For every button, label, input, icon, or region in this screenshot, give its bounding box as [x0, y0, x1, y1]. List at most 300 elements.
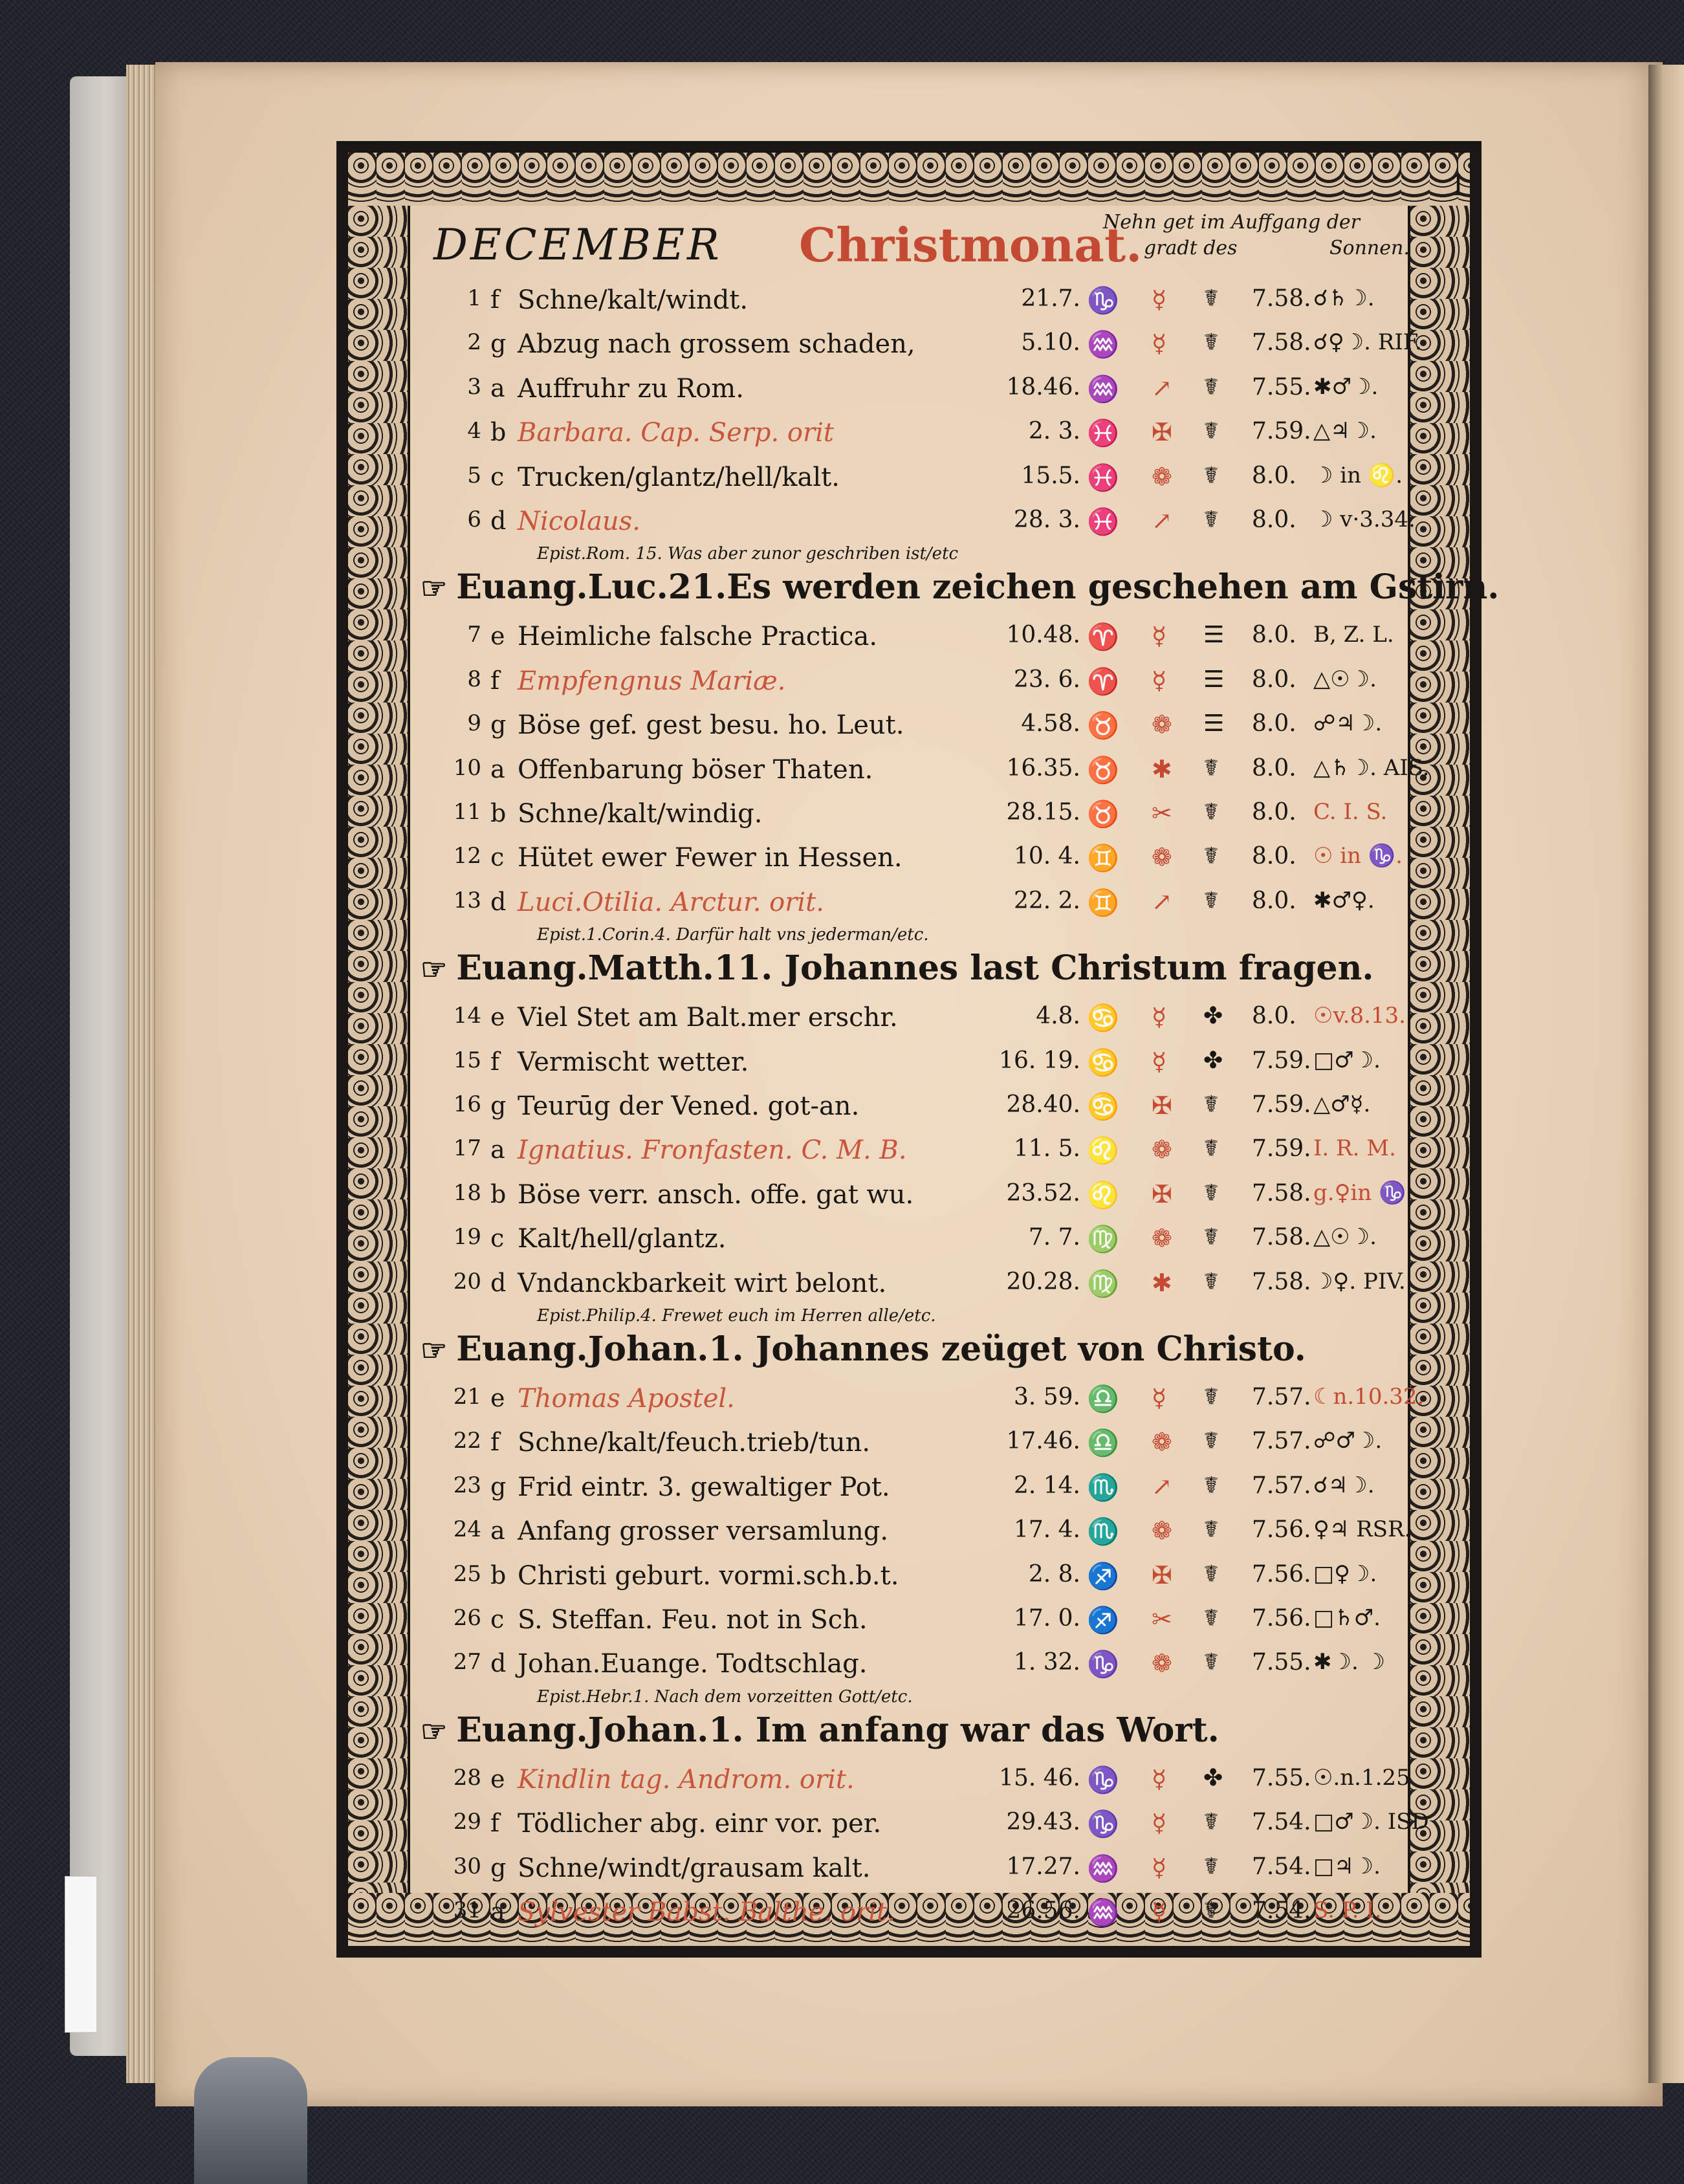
moon-time: 16. 19. — [999, 1047, 1080, 1074]
lunar-symbol-icon: ❁ — [1152, 1649, 1172, 1678]
dominical-letter: c — [490, 1605, 505, 1633]
pointing-hand-icon: ☞ — [421, 1713, 448, 1749]
sunrise-time: 7.56. — [1252, 1516, 1311, 1544]
zodiac-figure-icon: ☤ — [1203, 1853, 1218, 1880]
sunrise-time: 7.57. — [1252, 1384, 1311, 1410]
planetary-aspect: ☍♂☽. — [1313, 1428, 1383, 1454]
dominical-letter: d — [490, 887, 507, 916]
zodiac-figure-icon: ✤ — [1203, 1003, 1222, 1030]
moon-time: 20.28. — [1006, 1268, 1080, 1295]
sunrise-time: 8.0. — [1252, 622, 1296, 649]
epistle-line: Epist.Rom. 15. Was aber zunor geschriben ist/etc — [537, 544, 959, 564]
moon-time: 2. 8. — [1028, 1560, 1080, 1588]
lunar-symbol-icon: ✠ — [1152, 1179, 1172, 1208]
gospel-heading — [421, 1710, 1404, 1750]
calendar-day-row — [421, 1423, 1417, 1465]
zodiac-figure-icon: ✤ — [1203, 1764, 1222, 1791]
day-number: 4 — [467, 418, 481, 444]
dominical-letter: e — [490, 1003, 505, 1032]
lunar-symbol-icon: ☿ — [1152, 1384, 1167, 1412]
moon-time: 16.35. — [1006, 754, 1080, 781]
day-text: Schne/kalt/feuch.trieb/tun. — [518, 1428, 871, 1458]
calendar-day-row — [421, 1644, 1417, 1687]
planetary-aspect: △♄☽. AIS. — [1313, 754, 1430, 781]
moon-time: 4.58. — [1021, 710, 1080, 737]
sunrise-time: 8.0. — [1252, 799, 1296, 825]
sunrise-time: 7.58. — [1252, 1268, 1311, 1295]
month-heading — [421, 206, 1410, 277]
planetary-aspect: ☽ in ♌. — [1313, 462, 1403, 488]
zodiac-sign-icon: ♎ — [1087, 1428, 1119, 1459]
dominical-letter: d — [490, 507, 507, 535]
calendar-day-row — [421, 998, 1417, 1040]
moon-time: 2. 3. — [1028, 418, 1080, 445]
calendar-day-row — [421, 794, 1417, 836]
calendar-day-row — [421, 1511, 1417, 1554]
day-number: 20 — [453, 1268, 481, 1294]
sunrise-time: 8.0. — [1252, 887, 1296, 914]
day-number: 3 — [467, 373, 481, 400]
day-number: 17 — [453, 1135, 481, 1162]
day-text: Ignatius. Fronfasten. C. M. B. — [518, 1135, 907, 1166]
calendar-day-row — [421, 280, 1417, 323]
planetary-aspect: ☽ v·3.34. — [1313, 507, 1416, 532]
day-number: 13 — [453, 887, 481, 913]
dominical-letter: e — [490, 622, 505, 651]
planetary-aspect: ✱♂♀. — [1313, 887, 1375, 913]
zodiac-figure-icon: ☤ — [1203, 373, 1218, 400]
planetary-aspect: ☉ in ♑. — [1313, 843, 1403, 869]
ornament-left — [348, 206, 408, 1893]
lunar-symbol-icon: ✠ — [1152, 1091, 1172, 1120]
zodiac-sign-icon: ♑ — [1087, 1809, 1119, 1840]
zodiac-sign-icon: ♓ — [1087, 463, 1119, 493]
zodiac-sign-icon: ♒ — [1087, 1853, 1119, 1884]
zodiac-figure-icon: ☤ — [1203, 1472, 1218, 1499]
page-clip — [194, 2057, 307, 2184]
day-text: Schne/windt/grausam kalt. — [518, 1853, 871, 1883]
dominical-letter: f — [490, 1428, 500, 1457]
zodiac-figure-icon: ☤ — [1203, 1384, 1218, 1410]
planetary-aspect: △☉☽. — [1313, 666, 1377, 692]
planetary-aspect: □♀☽. — [1313, 1560, 1377, 1587]
day-text: Johan.Euange. Todtschlag. — [518, 1649, 868, 1679]
sunrise-time: 7.54. — [1252, 1897, 1311, 1924]
calendar-day-row — [421, 369, 1417, 411]
day-number: 27 — [453, 1649, 481, 1676]
dominical-letter: g — [490, 1472, 507, 1501]
planetary-aspect: △♃☽. — [1313, 418, 1377, 444]
moon-time: 26.56. — [1006, 1897, 1080, 1924]
zodiac-figure-icon: ☤ — [1203, 285, 1218, 312]
lunar-symbol-icon: ❁ — [1152, 1224, 1172, 1253]
zodiac-sign-icon: ♍ — [1087, 1225, 1119, 1255]
planetary-aspect: ☉.n.1.25 — [1313, 1764, 1410, 1791]
pointing-hand-icon: ☞ — [421, 1333, 448, 1368]
sunrise-time: 7.55. — [1252, 1649, 1311, 1676]
zodiac-figure-icon: ☤ — [1203, 1135, 1218, 1163]
calendar-day-row — [421, 1086, 1417, 1129]
planetary-aspect: ☽♀. PIV. — [1313, 1268, 1406, 1294]
gospel-heading — [421, 567, 1500, 607]
lunar-symbol-icon: ☿ — [1152, 1809, 1167, 1838]
lunar-symbol-icon: ❁ — [1152, 1516, 1172, 1545]
pointing-hand-icon: ☞ — [421, 952, 448, 987]
day-number: 24 — [453, 1516, 481, 1543]
zodiac-figure-icon: ✤ — [1203, 1047, 1222, 1074]
day-number: 18 — [453, 1179, 481, 1206]
lunar-symbol-icon: ✂ — [1152, 799, 1172, 827]
moon-time: 10.48. — [1006, 622, 1080, 649]
zodiac-sign-icon: ♏ — [1087, 1517, 1119, 1547]
zodiac-figure-icon: ☰ — [1203, 666, 1223, 693]
calendar-day-row — [421, 1892, 1417, 1935]
lunar-symbol-icon: ☿ — [1152, 1003, 1167, 1032]
day-text: Böse gef. gest besu. ho. Leut. — [518, 710, 904, 741]
dominical-letter: d — [490, 1649, 507, 1678]
day-number: 15 — [453, 1047, 481, 1073]
month-german: Christmonat. — [799, 217, 1143, 272]
month-latin: DECEMBER — [433, 220, 722, 270]
calendar-day-row — [421, 1848, 1417, 1891]
sunrise-time: 7.56. — [1252, 1560, 1311, 1588]
zodiac-sign-icon: ♐ — [1087, 1561, 1119, 1591]
lunar-symbol-icon: ✂ — [1152, 1605, 1172, 1633]
dominical-letter: c — [490, 462, 505, 491]
lunar-symbol-icon: ☿ — [1152, 1853, 1167, 1882]
column-note-line1: Nehn get im Auffgang der — [1103, 211, 1361, 234]
calendar-day-row — [421, 1600, 1417, 1643]
calendar-day-row — [421, 750, 1430, 792]
day-number: 10 — [453, 754, 481, 781]
day-number: 26 — [453, 1605, 481, 1631]
lunar-symbol-icon: ❁ — [1152, 1135, 1172, 1164]
day-number: 25 — [453, 1560, 481, 1587]
day-text: Böse verr. ansch. offe. gat wu. — [518, 1179, 914, 1210]
planetary-aspect: □♄♂. — [1313, 1605, 1381, 1631]
moon-time: 17. 0. — [1013, 1605, 1080, 1632]
lunar-symbol-icon: ✠ — [1152, 418, 1172, 447]
moon-time: 22. 2. — [1013, 887, 1080, 914]
day-number: 29 — [453, 1809, 481, 1835]
moon-time: 7. 7. — [1028, 1224, 1080, 1251]
planetary-aspect: △♂☿. — [1313, 1091, 1371, 1117]
day-number: 19 — [453, 1224, 481, 1250]
calendar-day-row — [421, 1042, 1417, 1085]
planetary-aspect: □♃☽. — [1313, 1853, 1381, 1879]
zodiac-figure-icon: ☤ — [1203, 799, 1218, 825]
gospel-text: Euang.Johan.1. Im anfang war das Wort. — [456, 1710, 1219, 1750]
lunar-symbol-icon: ↗ — [1152, 887, 1172, 916]
planetary-aspect: ☉v.8.13. — [1313, 1003, 1406, 1029]
sunrise-time: 7.57. — [1252, 1472, 1311, 1499]
calendar-day-row — [421, 661, 1417, 704]
moon-time: 4.8. — [1036, 1003, 1080, 1030]
zodiac-figure-icon: ☤ — [1203, 1605, 1218, 1632]
day-text: Tödlicher abg. einr vor. per. — [518, 1809, 882, 1839]
calendar-day-row — [421, 1130, 1417, 1173]
lunar-symbol-icon: ☿ — [1152, 622, 1167, 651]
day-text: Frid eintr. 3. gewaltiger Pot. — [518, 1472, 890, 1502]
sunrise-time: 7.58. — [1252, 285, 1311, 312]
zodiac-sign-icon: ♋ — [1087, 1047, 1119, 1078]
planetary-aspect: ✱☽. ☽ — [1313, 1649, 1386, 1676]
calendar-day-row — [421, 1804, 1429, 1846]
dominical-letter: b — [490, 1179, 507, 1208]
column-note-gradt: gradt des — [1144, 237, 1238, 259]
zodiac-figure-icon: ☰ — [1203, 622, 1223, 649]
zodiac-figure-icon: ☤ — [1203, 1516, 1218, 1544]
epistle-line: Epist.Hebr.1. Nach dem vorzeitten Gott/etc. — [537, 1687, 913, 1707]
zodiac-figure-icon: ☤ — [1203, 507, 1218, 533]
moon-time: 11. 5. — [1013, 1135, 1080, 1163]
zodiac-sign-icon: ♊ — [1087, 844, 1119, 874]
epistle-line: Epist.Philip.4. Frewet euch im Herren alle/etc. — [537, 1306, 936, 1326]
zodiac-sign-icon: ♉ — [1087, 755, 1119, 785]
day-number: 8 — [467, 666, 481, 692]
sunrise-time: 7.58. — [1252, 1224, 1311, 1251]
zodiac-sign-icon: ♑ — [1087, 1650, 1119, 1680]
dominical-letter: b — [490, 1560, 507, 1589]
moon-time: 5.10. — [1021, 329, 1080, 356]
planetary-aspect: □♂☽. — [1313, 1047, 1381, 1073]
calendar-day-row — [421, 1263, 1417, 1306]
sunrise-time: 7.59. — [1252, 1135, 1311, 1163]
zodiac-sign-icon: ♎ — [1087, 1384, 1119, 1414]
zodiac-figure-icon: ☤ — [1203, 329, 1218, 356]
moon-time: 29.43. — [1006, 1809, 1080, 1836]
planetary-aspect: ☌♃☽. — [1313, 1472, 1375, 1498]
zodiac-figure-icon: ☤ — [1203, 1224, 1218, 1251]
day-text: Nicolaus. — [518, 507, 640, 536]
zodiac-figure-icon: ☤ — [1203, 843, 1218, 870]
dominical-letter: a — [490, 1897, 505, 1926]
day-text: Empfengnus Mariæ. — [518, 666, 786, 696]
planetary-aspect: ☾n.10.32. — [1313, 1384, 1425, 1410]
calendar-day-row — [421, 413, 1417, 455]
calendar-day-row — [421, 617, 1417, 659]
dominical-letter: c — [490, 843, 505, 872]
calendar-day-row — [421, 1175, 1417, 1218]
planetary-aspect: ✱♂☽. — [1313, 373, 1379, 400]
lunar-symbol-icon: ✱ — [1152, 1268, 1172, 1297]
sunrise-time: 8.0. — [1252, 1003, 1296, 1030]
day-number: 14 — [453, 1003, 481, 1029]
dominical-letter: g — [490, 710, 507, 739]
sunrise-time: 7.57. — [1252, 1428, 1311, 1455]
dominical-letter: e — [490, 1764, 505, 1793]
day-number: 12 — [453, 843, 481, 869]
day-text: Teurūg der Vened. got-an. — [518, 1091, 860, 1121]
lunar-symbol-icon: ✱ — [1152, 754, 1172, 783]
calendar-day-row — [421, 501, 1417, 544]
day-text: Heimliche falsche Practica. — [518, 622, 878, 652]
dominical-letter: d — [490, 1268, 507, 1297]
book-gutter — [1648, 65, 1684, 2083]
dominical-letter: a — [490, 1135, 505, 1164]
zodiac-sign-icon: ♓ — [1087, 507, 1119, 537]
gospel-text: Euang.Johan.1. Johannes zeüget von Christo. — [456, 1329, 1306, 1369]
day-number: 21 — [453, 1384, 481, 1410]
column-note-sonnen: Sonnen. — [1329, 237, 1410, 259]
lunar-symbol-icon: ❁ — [1152, 462, 1172, 491]
sunrise-time: 7.58. — [1252, 1179, 1311, 1207]
moon-time: 1. 32. — [1013, 1649, 1080, 1676]
zodiac-sign-icon: ♏ — [1087, 1472, 1119, 1503]
moon-time: 28.40. — [1006, 1091, 1080, 1118]
inner-rule-left — [408, 206, 410, 1893]
zodiac-figure-icon: ☤ — [1203, 1560, 1218, 1588]
dominical-letter: e — [490, 1384, 505, 1412]
lunar-symbol-icon: ↗ — [1152, 1472, 1172, 1501]
day-text: Kindlin tag. Androm. orit. — [518, 1764, 855, 1795]
calendar-day-row — [421, 1556, 1417, 1599]
lunar-symbol-icon: ☿ — [1152, 666, 1167, 695]
dominical-letter: a — [490, 1516, 505, 1545]
moon-time: 28. 3. — [1013, 507, 1080, 533]
ornament-top — [348, 153, 1470, 206]
scale-tab — [65, 1876, 97, 2033]
lunar-symbol-icon: ❁ — [1152, 710, 1172, 739]
day-number: 1 — [467, 285, 481, 311]
day-number: 31 — [453, 1897, 481, 1923]
sunrise-time: 8.0. — [1252, 710, 1296, 737]
sunrise-time: 8.0. — [1252, 462, 1296, 489]
dominical-letter: g — [490, 1853, 507, 1882]
zodiac-sign-icon: ♍ — [1087, 1269, 1119, 1299]
day-text: Vndanckbarkeit wirt belont. — [518, 1268, 887, 1298]
zodiac-sign-icon: ♒ — [1087, 330, 1119, 360]
planetary-aspect: □♂☽. ISD — [1313, 1809, 1429, 1835]
zodiac-sign-icon: ♉ — [1087, 711, 1119, 741]
dominical-letter: a — [490, 373, 505, 402]
planetary-aspect: ☌♄☽. — [1313, 285, 1375, 311]
zodiac-sign-icon: ♌ — [1087, 1180, 1119, 1210]
planetary-aspect: ☌♀☽. RIF. — [1313, 329, 1422, 356]
calendar-day-row — [421, 838, 1417, 880]
lunar-symbol-icon: ✠ — [1152, 1560, 1172, 1589]
dominical-letter: f — [490, 666, 500, 695]
dominical-letter: b — [490, 418, 507, 447]
planetary-aspect: B, Z. L. — [1313, 622, 1394, 648]
ornament-right — [1410, 206, 1470, 1893]
moon-time: 15.5. — [1021, 462, 1080, 489]
zodiac-sign-icon: ♒ — [1087, 1898, 1119, 1928]
day-text: Christi geburt. vormi.sch.b.t. — [518, 1560, 899, 1591]
day-text: Trucken/glantz/hell/kalt. — [518, 462, 840, 492]
dominical-letter: f — [490, 1047, 500, 1076]
lunar-symbol-icon: ☿ — [1152, 1897, 1167, 1926]
planetary-aspect: △☉☽. — [1313, 1224, 1377, 1250]
folio-number: 1 — [1449, 169, 1467, 202]
moon-time: 10. 4. — [1013, 843, 1080, 870]
dominical-letter: g — [490, 329, 507, 358]
day-text: Thomas Apostel. — [518, 1384, 735, 1414]
dominical-letter: f — [490, 1809, 500, 1838]
day-number: 30 — [453, 1853, 481, 1879]
sunrise-time: 7.58. — [1252, 329, 1311, 356]
lunar-symbol-icon: ☿ — [1152, 1047, 1167, 1076]
day-text: Abzug nach grossem schaden, — [518, 329, 915, 360]
calendar-day-row — [421, 457, 1417, 500]
lunar-symbol-icon: ☿ — [1152, 1764, 1167, 1793]
planetary-aspect: C. I. S. — [1313, 799, 1388, 825]
zodiac-figure-icon: ☤ — [1203, 1897, 1218, 1924]
moon-time: 17. 4. — [1013, 1516, 1080, 1544]
calendar-day-row — [421, 324, 1422, 367]
calendar-day-row — [421, 1467, 1417, 1510]
day-text: Vermischt wetter. — [518, 1047, 749, 1077]
day-text: Viel Stet am Balt.mer erschr. — [518, 1003, 898, 1033]
sunrise-time: 7.54. — [1252, 1853, 1311, 1880]
moon-time: 2. 14. — [1013, 1472, 1080, 1499]
zodiac-sign-icon: ♉ — [1087, 800, 1119, 829]
moon-time: 17.46. — [1006, 1428, 1080, 1455]
sunrise-time: 7.59. — [1252, 1091, 1311, 1118]
moon-time: 28.15. — [1006, 799, 1080, 825]
zodiac-sign-icon: ♑ — [1087, 1765, 1119, 1795]
sunrise-time: 7.56. — [1252, 1605, 1311, 1632]
calendar-day-row — [421, 705, 1417, 748]
moon-time: 21.7. — [1021, 285, 1080, 312]
sunrise-time: 8.0. — [1252, 754, 1296, 781]
zodiac-sign-icon: ♑ — [1087, 286, 1119, 316]
sunrise-time: 8.0. — [1252, 507, 1296, 533]
planetary-aspect: I. R. M. — [1313, 1135, 1396, 1162]
dominical-letter: a — [490, 754, 505, 783]
zodiac-sign-icon: ♋ — [1087, 1092, 1119, 1122]
zodiac-figure-icon: ☤ — [1203, 1179, 1218, 1207]
day-number: 7 — [467, 622, 481, 648]
lunar-symbol-icon: ❁ — [1152, 1428, 1172, 1457]
day-number: 11 — [453, 799, 481, 825]
day-number: 9 — [467, 710, 481, 737]
day-text: Luci.Otilia. Arctur. orit. — [518, 887, 824, 917]
dominical-letter: f — [490, 285, 500, 314]
lunar-symbol-icon: ↗ — [1152, 373, 1172, 402]
zodiac-sign-icon: ♈ — [1087, 622, 1119, 653]
zodiac-sign-icon: ♋ — [1087, 1003, 1119, 1034]
day-text: Offenbarung böser Thaten. — [518, 754, 873, 785]
planetary-aspect: g.♀in ♑ — [1313, 1179, 1406, 1206]
calendar-day-row — [421, 882, 1417, 925]
zodiac-figure-icon: ☤ — [1203, 418, 1218, 445]
zodiac-figure-icon: ☤ — [1203, 1268, 1218, 1295]
zodiac-sign-icon: ♐ — [1087, 1606, 1119, 1635]
sunrise-time: 7.59. — [1252, 1047, 1311, 1074]
zodiac-sign-icon: ♒ — [1087, 374, 1119, 404]
day-number: 23 — [453, 1472, 481, 1498]
day-text: Schne/kalt/windig. — [518, 799, 763, 829]
moon-time: 15. 46. — [999, 1764, 1080, 1791]
gospel-heading — [421, 1329, 1404, 1369]
day-number: 22 — [453, 1428, 481, 1454]
dominical-letter: g — [490, 1091, 507, 1120]
planetary-aspect: S. P. I. — [1313, 1897, 1382, 1923]
zodiac-figure-icon: ☰ — [1203, 710, 1223, 737]
day-text: Auffruhr zu Rom. — [518, 373, 744, 404]
day-text: Barbara. Cap. Serp. orit — [518, 418, 835, 448]
gospel-heading — [421, 948, 1404, 988]
lunar-symbol-icon: ❁ — [1152, 843, 1172, 872]
moon-time: 18.46. — [1006, 373, 1080, 400]
zodiac-figure-icon: ☤ — [1203, 1649, 1218, 1676]
day-text: Sylvester Babst. Balthe. orit. — [518, 1897, 895, 1927]
zodiac-figure-icon: ☤ — [1203, 887, 1218, 914]
sunrise-time: 8.0. — [1252, 843, 1296, 870]
planetary-aspect: ♀♃ RSR. — [1313, 1516, 1412, 1543]
day-text: Hütet ewer Fewer in Hessen. — [518, 843, 902, 873]
